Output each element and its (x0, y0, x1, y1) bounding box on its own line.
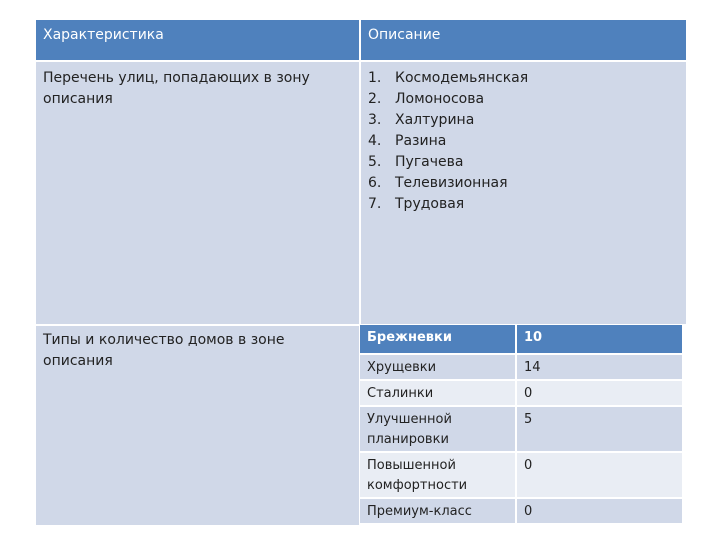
table-row (360, 325, 682, 353)
list-item: 3. Халтурина (368, 112, 475, 128)
list-item: 7. Трудовая (368, 196, 465, 212)
table-row (360, 355, 682, 379)
house-type: Премиум-класс (360, 499, 515, 523)
houses-label: Типы и количество домов в зоне описания (43, 332, 285, 369)
table-row (360, 499, 682, 523)
house-count: 14 (517, 355, 682, 379)
streets-list (368, 68, 686, 215)
table-row (360, 381, 682, 405)
house-type: Брежневки (360, 325, 515, 353)
house-count: 10 (517, 325, 682, 353)
list-item: 2. Ломоносова (368, 91, 485, 107)
streets-label-cell (36, 62, 359, 324)
streets-label: Перечень улиц, попадающих в зону описания (43, 70, 310, 107)
header-characteristic: Характеристика (36, 20, 359, 60)
houses-label-cell (36, 326, 359, 525)
list-item: 5. Пугачева (368, 154, 464, 170)
list-item: 1. Космодемьянская (368, 70, 529, 86)
table-row (360, 453, 682, 497)
header-description: Описание (361, 20, 686, 60)
house-type: Сталинки (360, 381, 515, 405)
streets-list-cell (361, 62, 686, 324)
house-count: 0 (517, 453, 682, 497)
house-count: 5 (517, 407, 682, 451)
house-type: Повышенной комфортности (360, 453, 515, 497)
house-type: Улучшенной планировки (360, 407, 515, 451)
house-count: 0 (517, 499, 682, 523)
house-type: Хрущевки (360, 355, 515, 379)
house-count: 0 (517, 381, 682, 405)
table-row (360, 407, 682, 451)
list-item: 6. Телевизионная (368, 175, 508, 191)
list-item: 4. Разина (368, 133, 447, 149)
